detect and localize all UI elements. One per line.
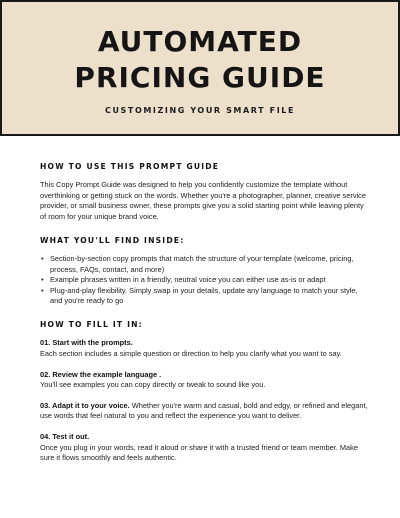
bullet-item: • Plug-and-play flexibility. Simply swap in your details, update any language to match your style, and you're ready to go [40,286,368,307]
step-1-title: 01. Start with the prompts. [40,338,133,348]
bullet-item: • Example phrases written in a friendly, neutral voice you can either use as-is or adapt [40,275,368,285]
step-3-text: Whether you're warm and casual, bold and edgy, or refined and elegant, use words that feel natural to you and reflect the experience you want to deliver. [40,400,368,421]
intro-paragraph: This Copy Prompt Guide was designed to help you confidently customize the template without overthinking or getting stuck on the words. Whether you're a photographer, planner, creative service provider, or small business owner, these prompts give you a solid starting point while leaving plenty of room for your unique brand voice. [40,180,366,221]
title-line-1: AUTOMATED [97,25,303,58]
step-1 [40,338,368,359]
heading-fill-in: HOW TO FILL IT IN: [40,320,143,330]
step-4 [40,432,368,464]
step-4-text: Once you plug in your words, read it aloud or share it with a trusted friend or team member. Make sure it flows smoothly and feels authentic. [40,442,358,463]
bullet-item: • Section-by-section copy prompts that match the structure of your template (welcome, pricing, process, FAQs, contact, and more) [40,254,368,275]
step-2-text: You'll see examples you can copy directly or tweak to sound like you. [40,380,266,390]
title-line-2: PRICING GUIDE [74,61,326,94]
heading-how-to-use: HOW TO USE THIS PROMPT GUIDE [40,162,220,171]
bullet-list [40,254,368,306]
step-2 [40,370,368,391]
step-2-title: 02. Review the example language . [40,369,162,379]
heading-find-inside: WHAT YOU'LL FIND INSIDE: [40,236,185,246]
subtitle: CUSTOMIZING YOUR SMART FILE [104,106,296,115]
step-3-title: 03. Adapt it to your voice. [40,400,130,410]
step-3 [40,401,368,422]
document-body [40,162,368,474]
header-banner [0,0,400,136]
step-4-title: 04. Test it out. [40,431,90,441]
step-1-text: Each section includes a simple question or direction to help you clarify what you want to say. [40,349,342,358]
